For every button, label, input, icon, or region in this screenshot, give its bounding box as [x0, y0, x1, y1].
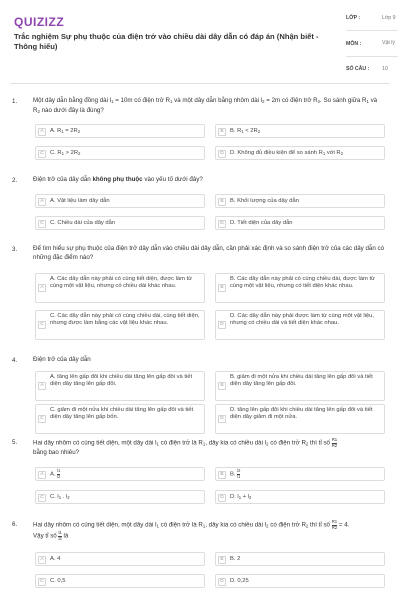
quizizz-logo: QUIZIZZ — [14, 15, 65, 29]
option-a[interactable] — [35, 124, 205, 138]
meta-count-value: 10 — [382, 66, 388, 72]
question-text: Điện trở của dây dẫn — [33, 356, 91, 363]
fraction: $\frac{l1}{l2}$ — [58, 530, 62, 541]
meta-grade-label: LỚP : — [346, 15, 361, 21]
option-b[interactable] — [215, 124, 385, 138]
meta-grade-value: Lớp 9 — [382, 15, 396, 21]
fraction: $\frac{l1}{l2}$ — [57, 468, 61, 479]
meta-divider — [346, 56, 398, 57]
fraction: $\frac{l2}{l1}$ — [237, 468, 241, 479]
option-c[interactable] — [35, 490, 205, 504]
option-a[interactable] — [35, 467, 205, 481]
option-d[interactable] — [215, 404, 385, 434]
option-letter: B — [218, 128, 226, 136]
option-letter: B — [218, 198, 226, 206]
option-b[interactable] — [215, 273, 385, 303]
meta-subject-value: Vật lý — [382, 40, 395, 46]
option-b[interactable] — [215, 371, 385, 401]
question-text: Để tìm hiểu sự phụ thuộc của điện trở dây dẫn vào chiều dài dây dẫn, cần phải xác định và so sánh điện trở của các dây dẫn có những đặc điểm nào? — [33, 245, 385, 261]
option-b[interactable] — [215, 194, 385, 208]
worksheet-title: Trắc nghiệm Sự phụ thuộc của điện trở vào chiều dài dây dẫn có đáp án (Nhận biết - Thông hiểu) — [14, 32, 319, 51]
option-letter: B — [218, 284, 226, 292]
option-letter: B — [218, 556, 226, 564]
worksheet-header — [10, 0, 396, 84]
question-number: 6. — [12, 521, 18, 528]
option-letter: A — [38, 128, 46, 136]
option-text: B. Khối lượng của dây dẫn — [230, 198, 299, 204]
option-text: B. $\frac{l2}{l1}$ — [230, 468, 241, 479]
question-text: Hai dây nhôm có cùng tiết diện, một dây dài $l_1$ có điện trở là $R_1$, dây kia có chiều dài $l_2$ có điện trở $R_2$ thì tỉ số $\frac{R1}{R2}$ = 4. Vậy tỉ số $\frac{l1}{l2}$ là — [33, 519, 350, 541]
option-letter: D — [218, 150, 226, 158]
option-d[interactable] — [215, 490, 385, 504]
option-text: B. giảm đi một nửa khi chiều dài tăng lên gấp đôi và tiết diện dây tăng lên gấp đôi. — [230, 374, 373, 388]
option-letter: B — [218, 471, 226, 479]
option-letter: B — [218, 382, 226, 390]
option-c[interactable] — [35, 310, 205, 340]
option-letter: A — [38, 198, 46, 206]
option-text: A. Các dây dẫn này phải có cùng tiết diện, được làm từ cùng một vật liệu, nhưng có chiều dài khác nhau. — [50, 276, 193, 290]
option-a[interactable] — [35, 552, 205, 566]
option-a[interactable] — [35, 194, 205, 208]
option-letter: A — [38, 471, 46, 479]
option-d[interactable] — [215, 310, 385, 340]
option-c[interactable] — [35, 216, 205, 230]
option-text: D. $l_1 + l_2$ — [230, 494, 252, 500]
option-b[interactable] — [215, 552, 385, 566]
option-text: A. $R_1 = 2R_2$ — [50, 128, 81, 134]
option-c[interactable] — [35, 146, 205, 160]
option-letter: A — [38, 382, 46, 390]
option-d[interactable] — [215, 216, 385, 230]
option-text: C. Các dây dẫn này phải có cùng chiều dài, cùng tiết diện, nhưng được làm bằng các vật liệu khác nhau. — [50, 313, 200, 327]
option-text: D. Các dây dẫn này phải được làm từ cùng một vật liệu, nhưng có chiều dài và tiết diện khác nhau. — [230, 313, 374, 327]
option-letter: C — [38, 321, 46, 329]
option-letter: D — [218, 220, 226, 228]
option-letter: A — [38, 284, 46, 292]
question-number: 1. — [12, 98, 18, 105]
option-a[interactable] — [35, 273, 205, 303]
option-letter: C — [38, 150, 46, 158]
meta-count-label: SỐ CÂU : — [346, 66, 370, 72]
option-d[interactable] — [215, 146, 385, 160]
option-text: D. 0,25 — [230, 578, 249, 584]
option-letter: D — [218, 415, 226, 423]
option-c[interactable] — [35, 574, 205, 588]
option-text: B. Các dây dẫn này phải có cùng chiều dài, được làm từ cùng một vật liệu, nhưng có tiết diện khác nhau. — [230, 276, 375, 290]
option-text: C. giảm đi một nửa khi chiều dài tăng lên gấp đôi và tiết diện dây tăng lên gấp bốn. — [50, 407, 194, 421]
option-letter: C — [38, 220, 46, 228]
question-number: 3. — [12, 246, 18, 253]
option-text: D. tăng lên gấp đôi khi chiều dài tăng lên gấp đôi và tiết diện dây giảm đi một nửa. — [230, 407, 373, 421]
question-text: Điện trở của dây dẫn không phụ thuộc vào yếu tố dưới đây? — [33, 176, 203, 183]
option-text: C. 0,5 — [50, 578, 66, 584]
option-letter: D — [218, 494, 226, 502]
meta-divider — [346, 30, 398, 31]
option-letter: C — [38, 578, 46, 586]
meta-subject-label: MÔN : — [346, 41, 362, 47]
option-text: A. $\frac{l1}{l2}$ — [50, 468, 61, 479]
option-letter: A — [38, 556, 46, 564]
option-letter: D — [218, 578, 226, 586]
option-text: B. $R_1 < 2R_2$ — [230, 128, 261, 134]
option-text: B. 2 — [230, 556, 241, 562]
option-d[interactable] — [215, 574, 385, 588]
option-text: A. Vật liệu làm dây dẫn — [50, 198, 110, 204]
option-a[interactable] — [35, 371, 205, 401]
fraction: $\frac{R1}{R2}$ — [331, 519, 338, 530]
option-text: D. Tiết diện của dây dẫn — [230, 220, 293, 226]
question-text: Hai dây nhôm có cùng tiết diện, một dây dài $l_1$ có điện trở là $R_1$, dây kia có chiều dài $l_2$ có điện trở $R_2$ thì tỉ số $\frac{R1}{R2}$ bằng bao nhiêu? — [33, 437, 338, 457]
option-text: C. $l_1$ . $l_2$ — [50, 494, 70, 500]
question-text: Một dây dẫn bằng đồng dài $l_1 = 10m$ có điện trở $R_1$ và một dây dẫn bằng nhôm dài $l_2 = 2m$ có điện trở $R_2$. So sánh giữa $R_1$ và $R_2$ nào dưới đây là đúng? — [33, 97, 378, 114]
option-letter: C — [38, 415, 46, 423]
option-c[interactable] — [35, 404, 205, 434]
option-text: A. tăng lên gấp đôi khi chiều dài tăng lên gấp đôi và tiết diện dây tăng lên gấp đôi. — [50, 374, 193, 388]
option-text: D. Không đủ điều kiện để so sánh $R_1$ với $R_2$ — [230, 150, 343, 156]
option-b[interactable] — [215, 467, 385, 481]
option-text: C. Chiều dài của dây dẫn — [50, 220, 116, 226]
option-letter: D — [218, 321, 226, 329]
option-text: A. 4 — [50, 556, 61, 562]
question-number: 5. — [12, 439, 18, 446]
option-letter: C — [38, 494, 46, 502]
fraction: $\frac{R1}{R2}$ — [331, 437, 338, 448]
question-number: 4. — [12, 357, 18, 364]
question-number: 2. — [12, 177, 18, 184]
option-text: C. $R_1 > 2R_2$ — [50, 150, 81, 156]
